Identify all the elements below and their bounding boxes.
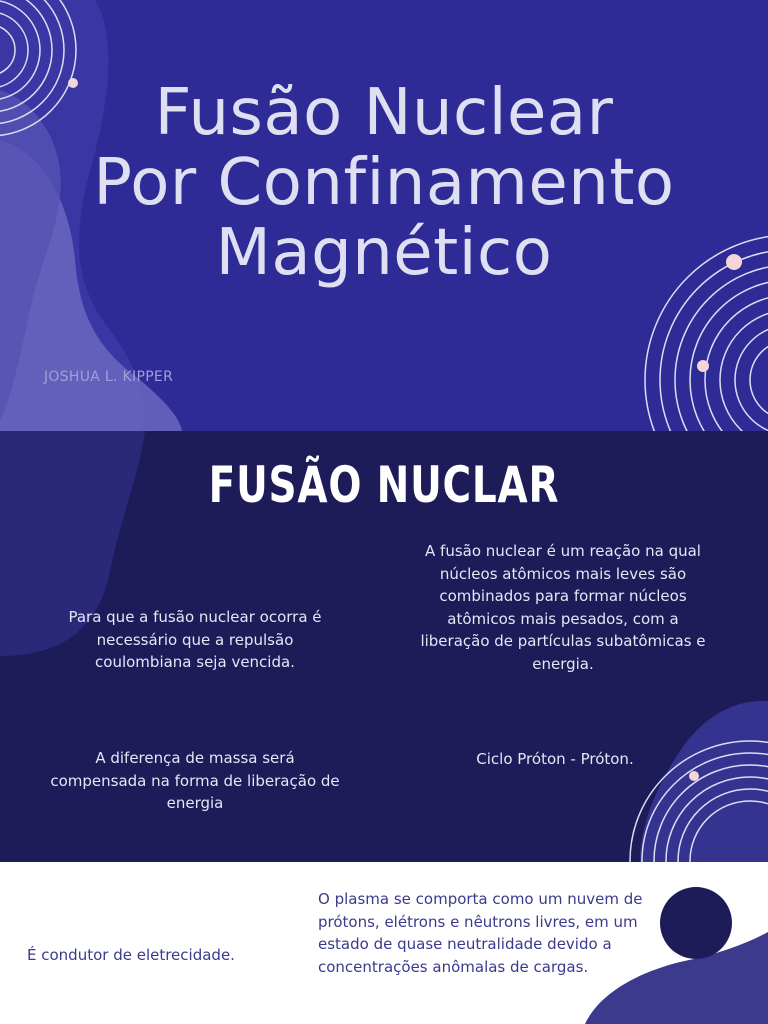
title-line-1: Fusão Nuclear <box>154 76 614 150</box>
title-line-3: Magnético <box>215 216 553 290</box>
paragraph-coulomb: Para que a fusão nuclear ocorra é necessário que a repulsão coulombiana seja vencida. <box>68 608 322 671</box>
plasma-description: O plasma se comporta como um nuvem de prótons, elétrons e nêutrons livres, em um estado de quase neutralidade devido a concentrações anômalas de cargas. <box>318 890 643 976</box>
paragraph-mass-difference: A diferença de massa será compensada na forma de liberação de energia <box>50 749 340 812</box>
dot-right-mid <box>697 360 709 372</box>
plasma-slide <box>0 862 768 1024</box>
title-slide <box>0 0 768 431</box>
dot-bottom-right <box>689 771 699 781</box>
circle-dark <box>660 887 732 959</box>
paragraph-proton-cycle: Ciclo Próton - Próton. <box>476 750 634 768</box>
title-line-2: Por Confinamento <box>93 146 675 220</box>
paragraph-definition: A fusão nuclear é um reação na qual núcleos atômicos mais leves são combinados para formar núcleos atômicos mais pesados, com a liberação de partículas subatômicas e energia. <box>420 542 706 673</box>
author-name: JOSHUA L. KIPPER <box>44 369 174 385</box>
fusion-slide <box>0 431 768 862</box>
conductor-text: É condutor de eletrecidade. <box>27 946 235 964</box>
slide-heading: FUSÃO NUCLAR <box>208 456 560 514</box>
presentation-title <box>0 78 768 288</box>
